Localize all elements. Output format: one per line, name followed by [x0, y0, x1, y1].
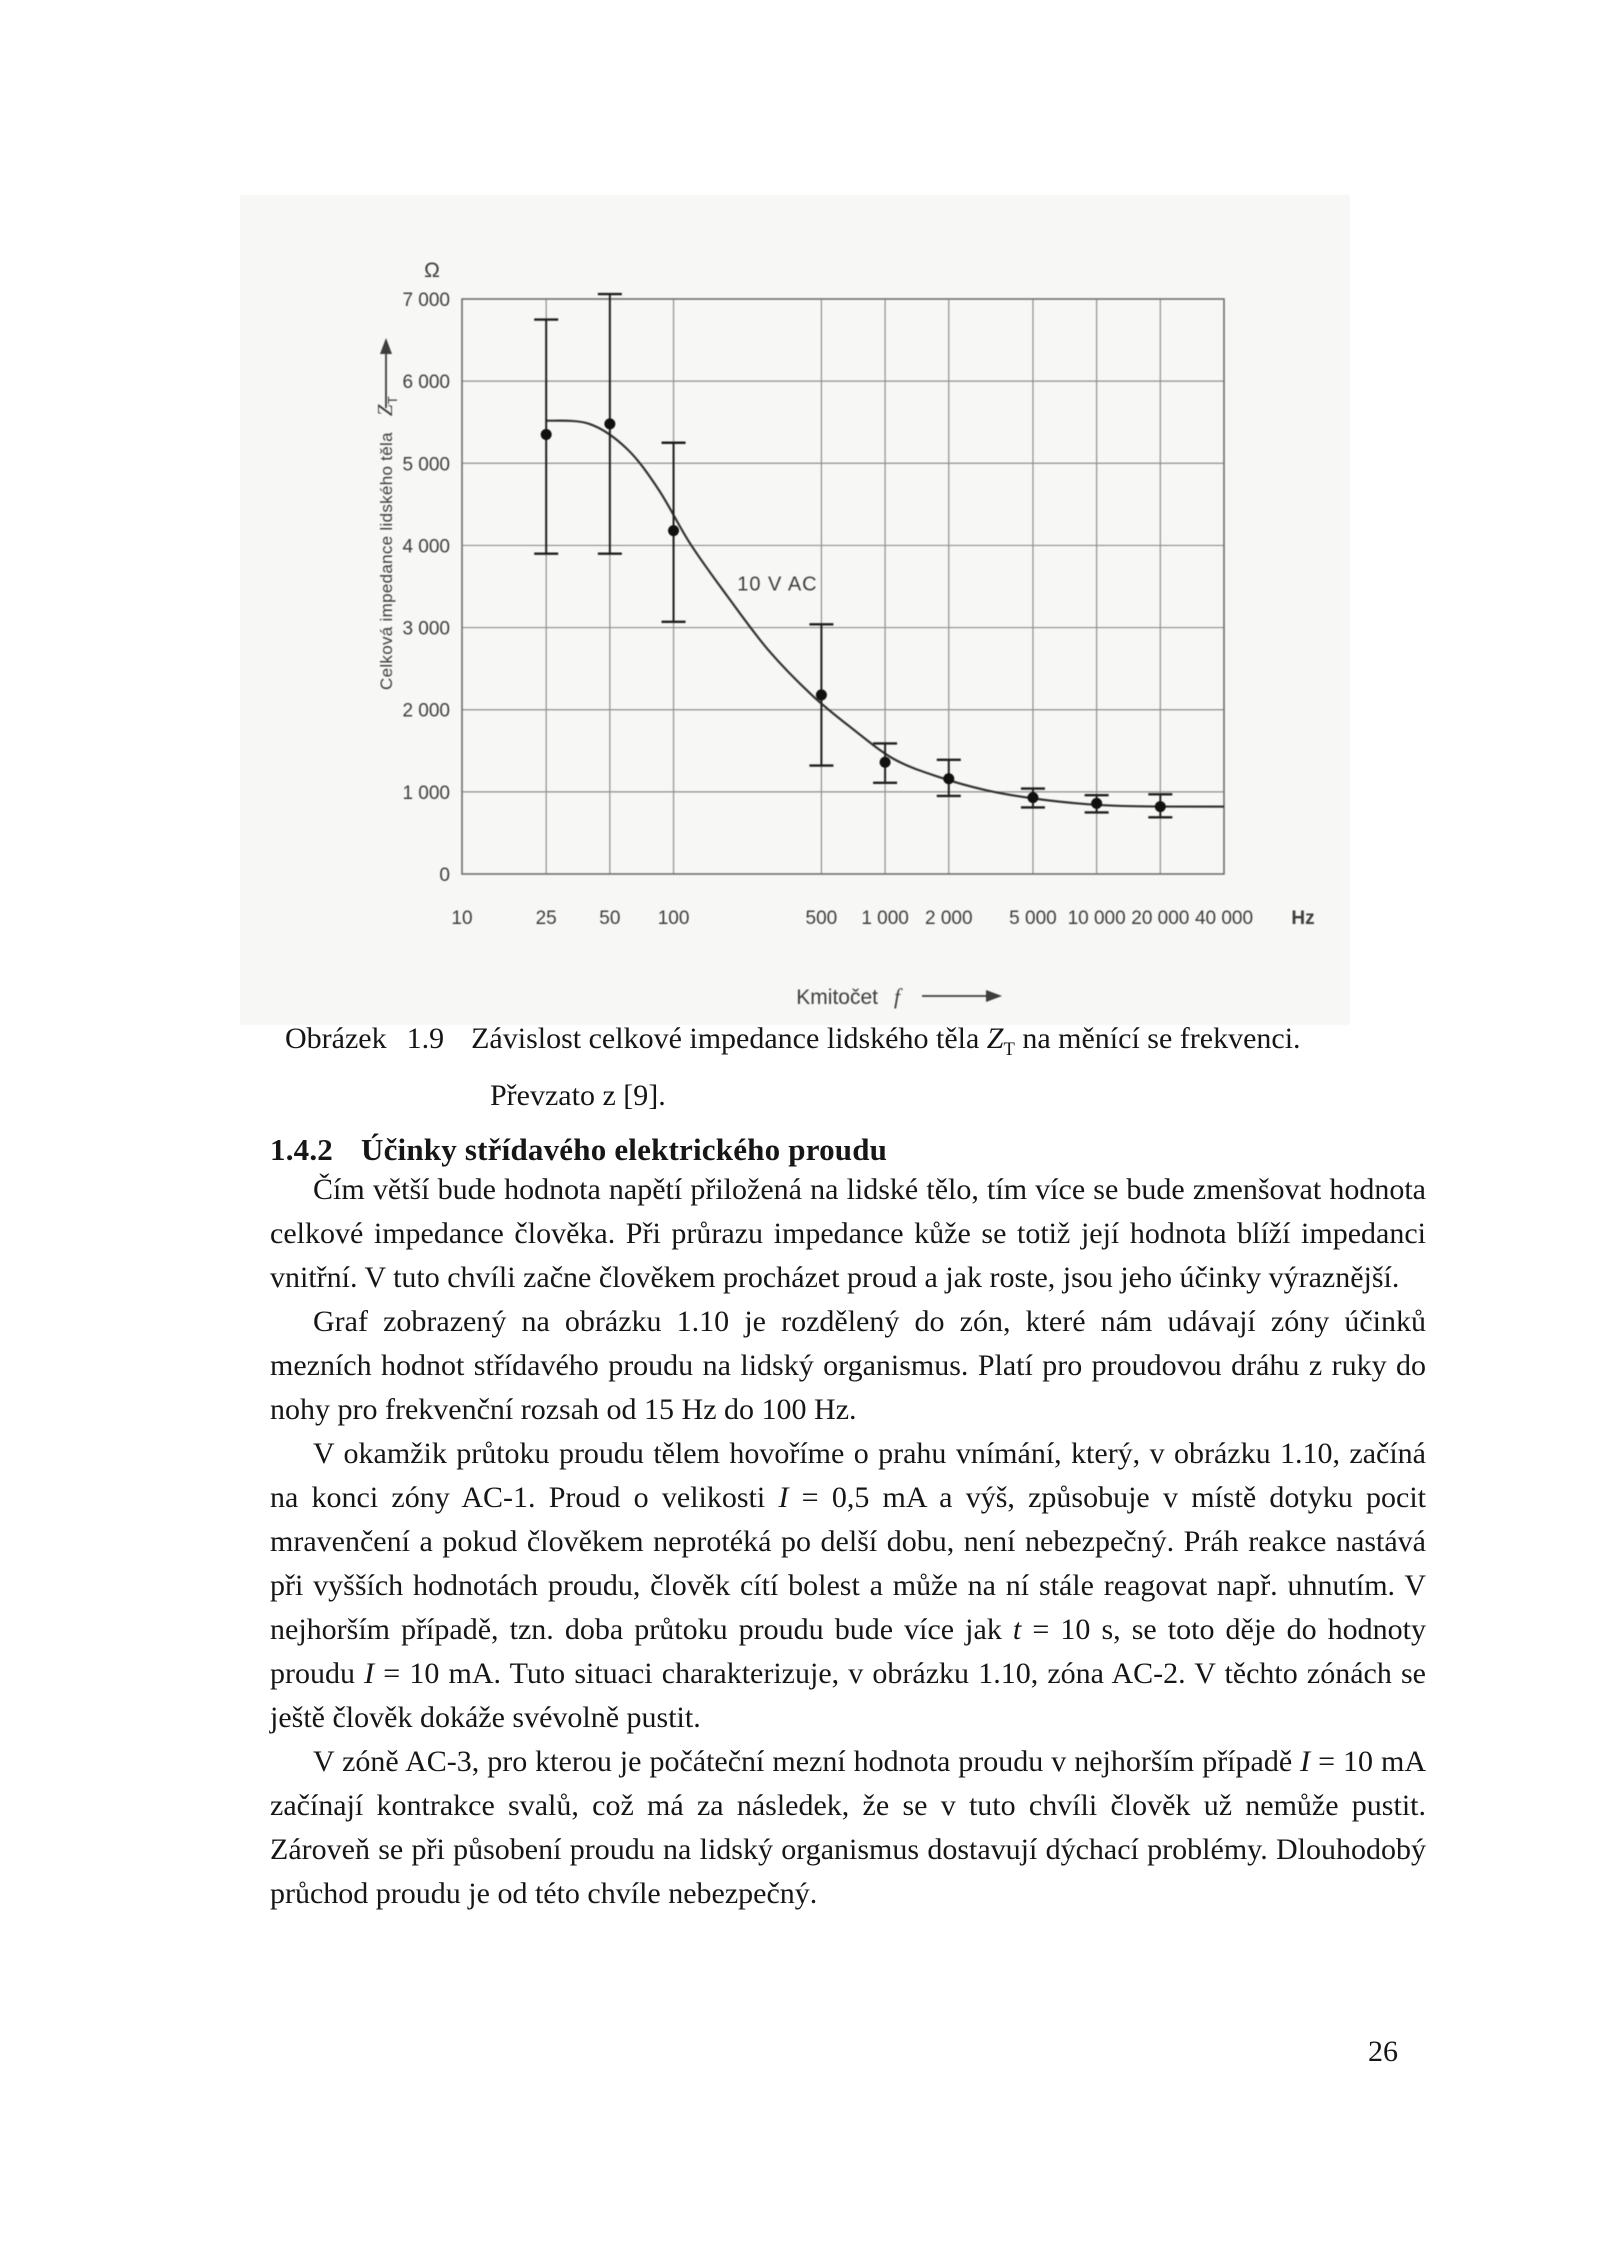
svg-text:6 000: 6 000: [402, 372, 450, 394]
variable: I: [364, 1657, 375, 1690]
section-heading: [270, 1130, 887, 1170]
svg-text:Celková impedance lidského těl: Celková impedance lidského tělaZ$_T$: [373, 395, 400, 690]
text-run: Čím větší bude hodnota napětí přiložená na lidské tělo, tím více se bude zmenšovat hodnota celkové impedance člověka. Při průrazu impedance kůže se totiž její hodnota blíží impedanci vnitřní. V tuto chvíli začne člověkem procházet proud a jak roste, jsou jeho účinky výraznější.: [270, 1173, 1426, 1294]
svg-text:2 000: 2 000: [924, 908, 973, 929]
page-number: 26: [1368, 2035, 1398, 2068]
figure-caption: [285, 1016, 1600, 1119]
svg-text:1 000: 1 000: [402, 782, 450, 804]
svg-text:10: 10: [451, 908, 473, 929]
text-run: Graf zobrazený na obrázku 1.10 je rozdělený do zón, které nám udávají zóny účinků mezních hodnot střídavého proudu na lidský organismus. Platí pro proudovou dráhu z ruky do nohy pro frekvenční rozsah od 15 Hz do 100 Hz.: [270, 1305, 1426, 1426]
svg-text:10 V AC: 10 V AC: [737, 573, 818, 596]
variable: I: [1300, 1745, 1311, 1778]
svg-text:5 000: 5 000: [1009, 908, 1057, 929]
scan-background: [240, 195, 1350, 1025]
paragraph: [270, 1300, 1426, 1432]
svg-text:4 000: 4 000: [402, 536, 450, 558]
text-run: na měnící se frekvenci.: [1014, 1022, 1301, 1055]
figure-caption-line2: Převzato z [9].: [490, 1079, 666, 1112]
variable: Z: [986, 1022, 1004, 1055]
svg-text:100: 100: [657, 908, 690, 929]
subscript: T: [1003, 1039, 1015, 1060]
chart-annotation: [737, 574, 817, 596]
svg-text:Ω: Ω: [424, 259, 440, 282]
text-run: V okamžik průtoku proudu tělem hovoříme o prahu vnímání, který, v obrázku 1.10, začíná na konci zóny AC-1. Proud o velikosti: [270, 1437, 1426, 1514]
svg-text:5 000: 5 000: [402, 454, 450, 476]
figure-caption-text: [471, 1022, 1301, 1060]
figure-caption-line1: [285, 1016, 1600, 1073]
svg-text:0: 0: [439, 865, 450, 886]
svg-text:20 000: 20 000: [1131, 908, 1190, 929]
variable: t: [1012, 1613, 1022, 1646]
figure-label: Obrázek: [285, 1022, 387, 1055]
figure-number: 1.9: [406, 1022, 445, 1055]
svg-text:f: f: [894, 984, 901, 1009]
svg-text:2 000: 2 000: [402, 700, 450, 722]
svg-text:50: 50: [599, 908, 621, 929]
section-number: 1.4.2: [270, 1132, 333, 1167]
text-run: = 10 mA začínají kontrakce svalů, což má za následek, že se v tuto chvíli člověk už nemůže pustit. Zároveň se při působení proudu na lidský organismus dostavují dýchací problémy. Dlouhodobý průchod proudu je od této chvíle nebezpečný.: [270, 1745, 1427, 1910]
text-run: V zóně AC-3, pro kterou je počáteční mezní hodnota proudu v nejhorším případě: [313, 1745, 1301, 1778]
paragraph: [270, 1168, 1426, 1300]
svg-text:3 000: 3 000: [402, 618, 450, 640]
text-run: = 10 mA. Tuto situaci charakterizuje, v obrázku 1.10, zóna AC-2. V těchto zónách se ještě člověk dokáže svévolně pustit.: [270, 1657, 1426, 1734]
text-run: = 0,5 mA a výš, způsobuje v místě dotyku pocit mravenčení a pokud člověkem neprotéká po delší dobu, není nebezpečný. Práh reakce nastává při vyšších hodnotách proudu, člověk cítí bolest a může na ní stále reagovat např. uhnutím. V nejhorším případě, tzn. doba průtoku proudu bude více jak: [270, 1481, 1426, 1646]
paragraph: [270, 1740, 1426, 1916]
text-run: = 10 s, se toto děje do hodnoty proudu: [270, 1613, 1426, 1690]
paragraph: [270, 1432, 1426, 1740]
body-paragraphs: [270, 1168, 1426, 1916]
svg-text:40 000: 40 000: [1194, 908, 1254, 929]
variable: I: [778, 1481, 789, 1514]
svg-text:500: 500: [805, 908, 838, 929]
impedance-frequency-chart: [0, 0, 1600, 1080]
svg-text:Kmitočet: Kmitočet: [796, 986, 878, 1009]
svg-text:7 000: 7 000: [402, 290, 450, 311]
svg-text:10 000: 10 000: [1067, 908, 1126, 929]
impedance-frequency-figure: [0, 0, 1600, 1080]
text-run: Závislost celkové impedance lidského těla: [471, 1022, 987, 1055]
svg-text:Hz: Hz: [1291, 908, 1315, 929]
svg-text:1 000: 1 000: [861, 908, 909, 929]
section-title: Účinky střídavého elektrického proudu: [361, 1132, 888, 1167]
svg-text:25: 25: [535, 908, 557, 929]
